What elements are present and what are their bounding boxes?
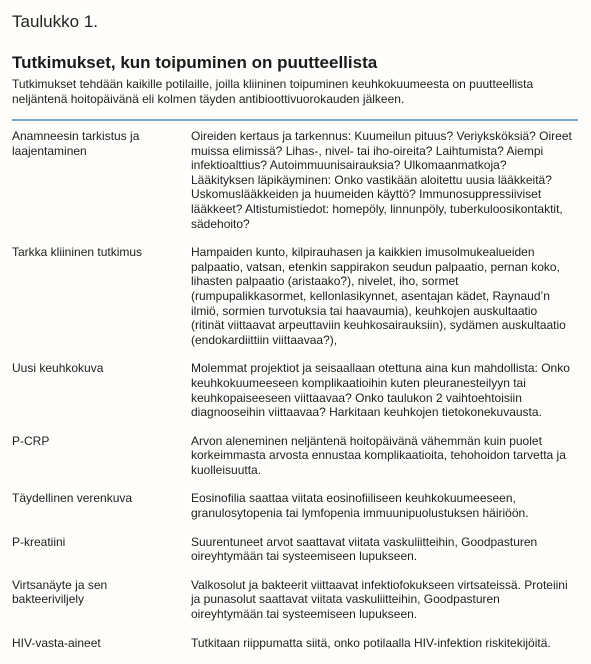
table-number: Taulukko 1. (12, 12, 98, 31)
row-label: Uusi keuhkokuva (12, 361, 104, 376)
table-body (12, 129, 578, 664)
row-text: Suurentuneet arvot saattavat viitata vaskuliitteihin, Goodpasturen oireyhtymään tai systeemiseen lupukseen. (191, 534, 538, 564)
row-label: Virtsanäyte ja sen bakteeriviljely (12, 577, 108, 607)
row-label: Anamneesin tarkistus ja laajentaminen (12, 129, 140, 158)
row-text: Tutkitaan riippumatta siitä, onko potilaalla HIV-infektion riskitekijöitä. (191, 635, 551, 650)
table-row (12, 491, 578, 534)
row-label: Tarkka kliininen tutkimus (12, 245, 143, 260)
header-divider (12, 119, 578, 121)
row-text: Oireiden kertaus ja tarkennus: Kuumeilun pituus? Veriyksköksiä? Oireet muissa elimissä? Lihas-, nivel- tai iho-oireita? Laihtumista? Aiempi infektioalttius? Autoimmuunisairauksia? Ulkomaanmatkoja? Lääkityksen läpikäyminen: Onko vastikään aloitettu uusia lääkkeitä? Uskomuslääkkeiden ja huumeiden käyttö? Immunosuppressiiviset lääkkeet? Altistumistiedot: homepöly, linnunpöly, tuberkuloosikontaktit, sädehoito? (191, 129, 572, 231)
table-row (12, 434, 578, 492)
table-row (12, 245, 578, 361)
row-label: P-kreatiini (12, 534, 66, 549)
table-caption: Tutkimukset tehdään kaikille potilaille, joilla kliininen toipuminen keuhkokuumeesta on puutteellista neljäntenä hoitopäivänä eli kolmen täyden antibioottivuorokauden jälkeen. (12, 77, 534, 106)
row-label: P-CRP (12, 433, 50, 448)
row-label: HIV-vasta-aineet (12, 635, 101, 650)
row-text: Hampaiden kunto, kilpirauhasen ja kaikkien imusolmukealueiden palpaatio, vatsan, etenkin sappirakon seudun palpaatio, pernan koko, lihasten palpaatio (aristaako?), nivelet, iho, sormet (rumpupalikkasormet, kellonlasikynnet, asentajan kädet, Raynaud’n ilmiö, sormien turvotuksia tai haavaumia), keuhkojen auskultaatio (ritinät viittaavat arpeuttaviin keuhkosairauksiin), sydämen auskultaatio (endokardiittiin viittaavaa?), (191, 245, 566, 347)
table-row (12, 129, 578, 245)
row-text: Molemmat projektiot ja seisaallaan otettuna aina kun mahdollista: Onko keuhkokuumeeseen komplikaatioihin kuten pleuranesteilyyn tai keuhkopaiseeseen viittaavaa? Onko taulukon 2 vaihtoehtoisiin diagnooseihin viittaavaa? Harkitaan keuhkojen tietokonekuvausta. (191, 361, 570, 420)
table-title: Tutkimukset, kun toipuminen on puutteellista (12, 53, 378, 72)
table-row (12, 535, 578, 578)
table-row (12, 578, 578, 636)
table-row (12, 636, 578, 664)
row-text: Arvon aleneminen neljäntenä hoitopäivänä vähemmän kuin puolet korkeimmasta arvosta ennustaa komplikaatioita, tehohoidon tarvetta ja kuolleisuutta. (191, 433, 566, 477)
row-label: Täydellinen verenkuva (12, 491, 133, 506)
table-row (12, 361, 578, 433)
row-text: Valkosolut ja bakteerit viittaavat infektiofokukseen virtsateissä. Proteiini ja punasolut saattavat viitata vaskuliitteihin, Goodpasturen oireyhtymään tai systeemiseen lupukseen. (191, 577, 568, 622)
row-text: Eosinofilia saattaa viitata eosinofiiliseen keuhkokuumeeseen, granulosytopenia tai lymfopenia immuunipuolustuksen häiriöön. (191, 491, 529, 521)
